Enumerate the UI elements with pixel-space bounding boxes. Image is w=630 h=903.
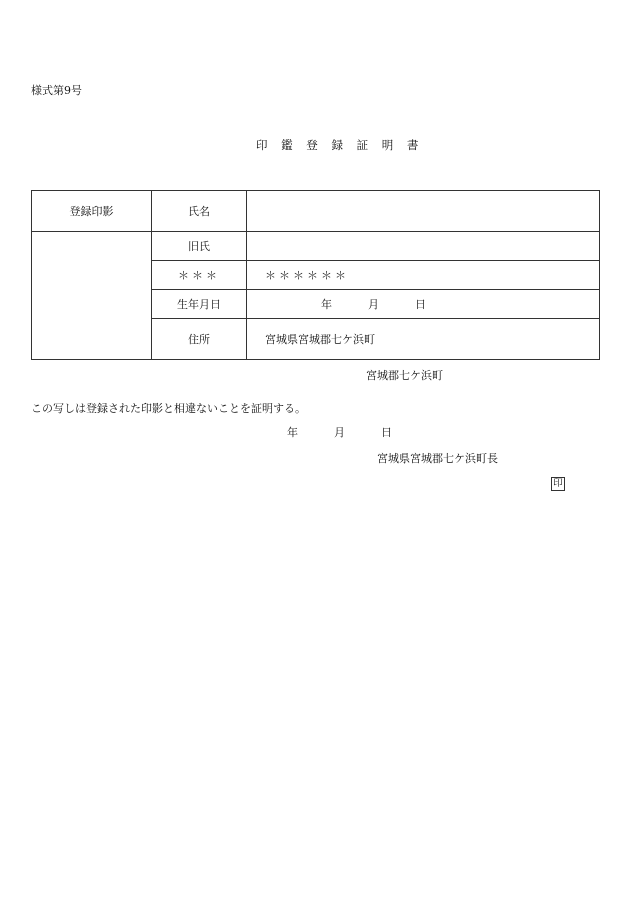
certification-date (287, 424, 392, 440)
birth-year: 年 (321, 298, 332, 311)
document-title: 印 鑑 登 録 証 明 書 (256, 138, 424, 152)
old-name-label: 旧氏 (152, 232, 247, 261)
old-name-value (247, 232, 600, 261)
address-label: 住所 (152, 319, 247, 360)
form-number: 様式第9号 (31, 84, 82, 97)
town-name: 宮城郡七ケ浜町 (366, 369, 443, 382)
birthdate-label: 生年月日 (152, 290, 247, 319)
address-value: 宮城県宮城郡七ケ浜町 (247, 319, 600, 360)
birthdate-value (247, 290, 600, 319)
registration-table (31, 190, 600, 360)
old-name-row (32, 232, 600, 261)
certification-text: この写しは登録された印影と相違ないことを証明する。 (31, 402, 306, 415)
birth-month: 月 (368, 298, 379, 311)
seal-impression-area (32, 232, 152, 360)
name-row (32, 191, 600, 232)
name-label: 氏名 (152, 191, 247, 232)
cert-month: 月 (334, 426, 345, 439)
birth-day: 日 (415, 298, 426, 311)
name-value (247, 191, 600, 232)
masked-value: ＊＊＊＊＊＊ (247, 261, 600, 290)
cert-day: 日 (381, 426, 392, 439)
masked-label: ＊＊＊ (152, 261, 247, 290)
mayor-title: 宮城県宮城郡七ケ浜町長 (377, 452, 498, 465)
cert-year: 年 (287, 426, 298, 439)
seal-mark-icon: 印 (551, 477, 565, 491)
seal-impression-label: 登録印影 (32, 191, 152, 232)
